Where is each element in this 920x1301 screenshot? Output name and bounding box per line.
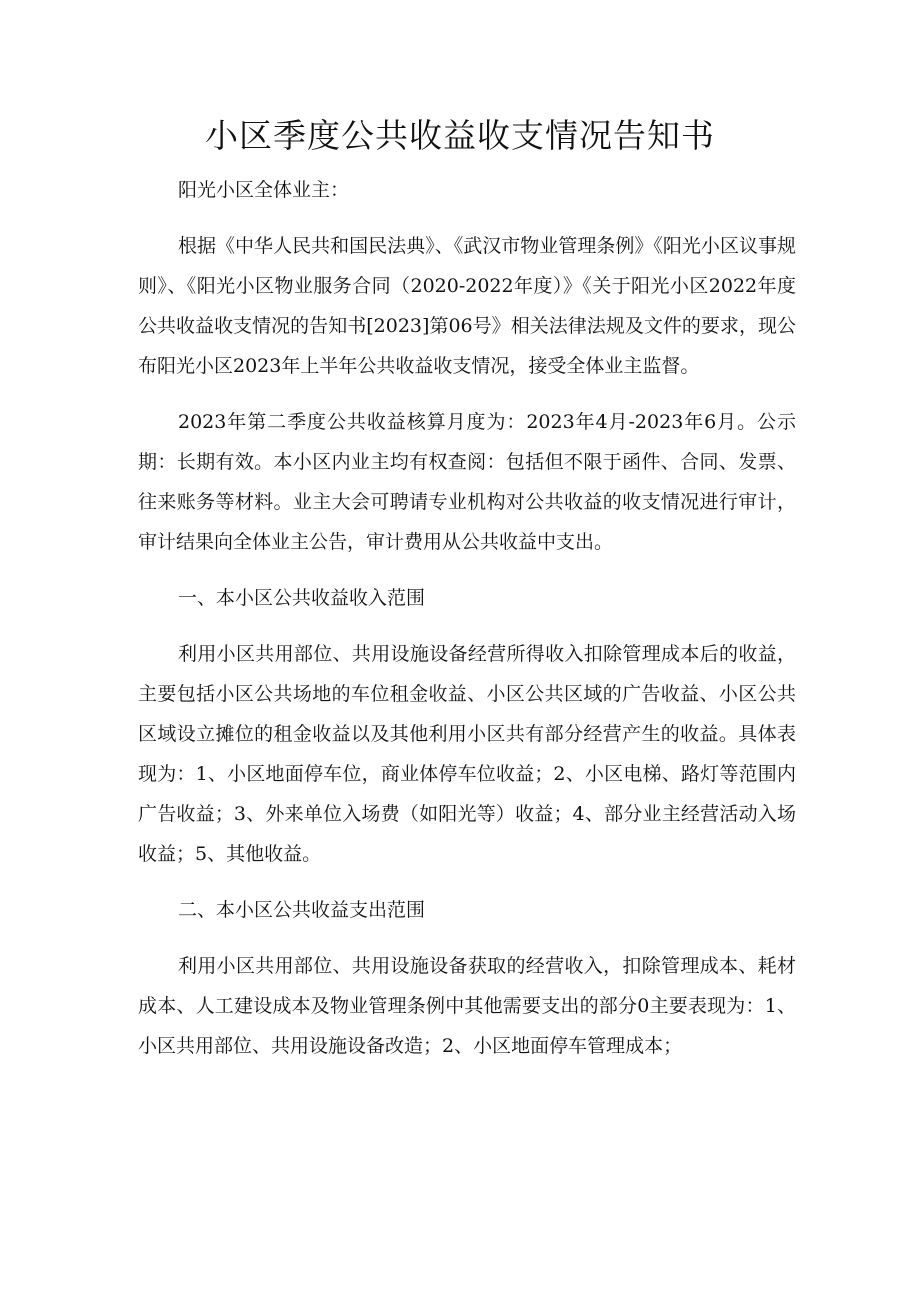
expense-scope-paragraph: 利用小区共用部位、共用设施设备获取的经营收入，扣除管理成本、耗材成本、人工建设成本及物业管理条例中其他需要支出的部分0主要表现为：1、小区共用部位、共用设施设备改造；2、小区地面停车管理成本； <box>138 955 796 1057</box>
document-title: 小区季度公共收益收支情况告知书 <box>205 116 715 155</box>
document-body <box>138 170 796 1082</box>
legal-basis-paragraph: 根据《中华人民共和国民法典》、《武汉市物业管理条例》《阳光小区议事规则》、《阳光小区物业服务合同（2020-2022年度）》《关于阳光小区2022年度公共收益收支情况的告知书[2023]第06号》相关法律法规及文件的要求，现公布阳光小区2023年上半年公共收益收支情况，接受全体业主监督。 <box>138 235 796 377</box>
section-heading-income: 一、本小区公共收益收入范围 <box>178 587 426 609</box>
accounting-period-paragraph: 2023年第二季度公共收益核算月度为：2023年4月-2023年6月。公示期：长期有效。本小区内业主均有权查阅：包括但不限于函件、合同、发票、往来账务等材料。业主大会可聘请专业机构对公共收益的收支情况进行审计，审计结果向全体业主公告，审计费用从公共收益中支出。 <box>138 411 796 553</box>
income-scope-paragraph: 利用小区共用部位、共用设施设备经营所得收入扣除管理成本后的收益，主要包括小区公共场地的车位租金收益、小区公共区域的广告收益、小区公共区域设立摊位的租金收益以及其他利用小区共有部分经营产生的收益。具体表现为：1、小区地面停车位，商业体停车位收益；2、小区电梯、路灯等范围内广告收益；3、外来单位入场费（如阳光等）收益；4、部分业主经营活动入场收益；5、其他收益。 <box>138 643 796 865</box>
section-heading-expense: 二、本小区公共收益支出范围 <box>178 899 426 921</box>
salutation: 阳光小区全体业主： <box>178 179 350 201</box>
